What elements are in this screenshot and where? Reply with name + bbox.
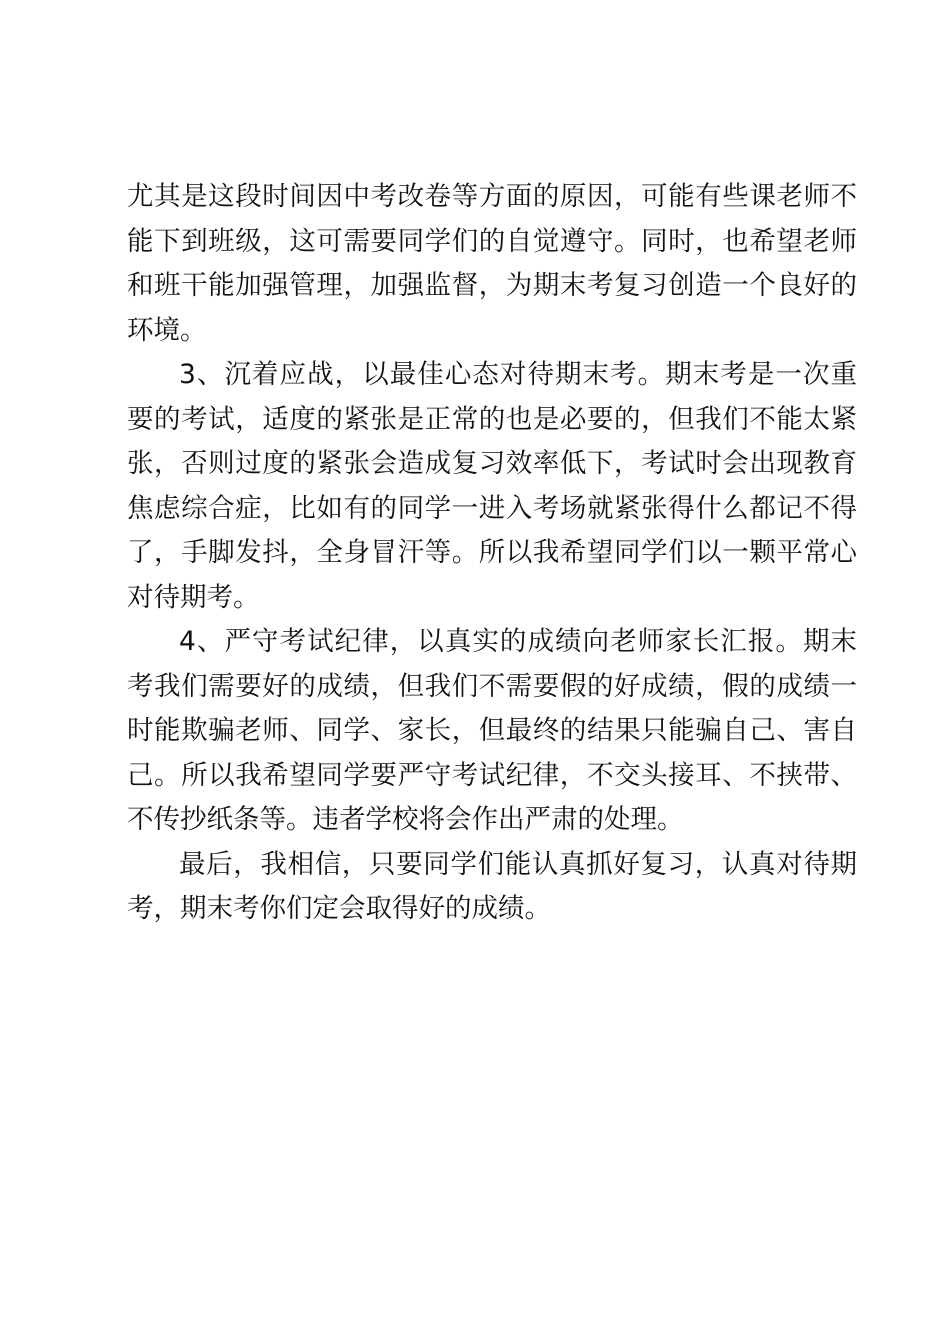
paragraph-point-4: 4、严守考试纪律，以真实的成绩向老师家长汇报。期末考我们需要好的成绩，但我们不需要假的好成绩，假的成绩一时能欺骗老师、同学、家长，但最终的结果只能骗自己、害自己。所以我希望同学要严守考试纪律，不交头接耳、不挟带、不传抄纸条等。违者学校将会作出严肃的处理。 [127,626,857,835]
paragraph-conclusion: 最后，我相信，只要同学们能认真抓好复习，认真对待期考，期末考你们定会取得好的成绩。 [127,848,857,924]
document-page [127,175,857,932]
paragraph-point-3: 3、沉着应战，以最佳心态对待期末考。期末考是一次重要的考试，适度的紧张是正常的也是必要的，但我们不能太紧张，否则过度的紧张会造成复习效率低下，考试时会出现教育焦虑综合症，比如有的同学一进入考场就紧张得什么都记不得了，手脚发抖，全身冒汗等。所以我希望同学们以一颗平常心对待期考。 [127,359,857,613]
paragraph-continuation: 尤其是这段时间因中考改卷等方面的原因，可能有些课老师不能下到班级，这可需要同学们的自觉遵守。同时，也希望老师和班干能加强管理，加强监督，为期末考复习创造一个良好的环境。 [127,181,857,346]
